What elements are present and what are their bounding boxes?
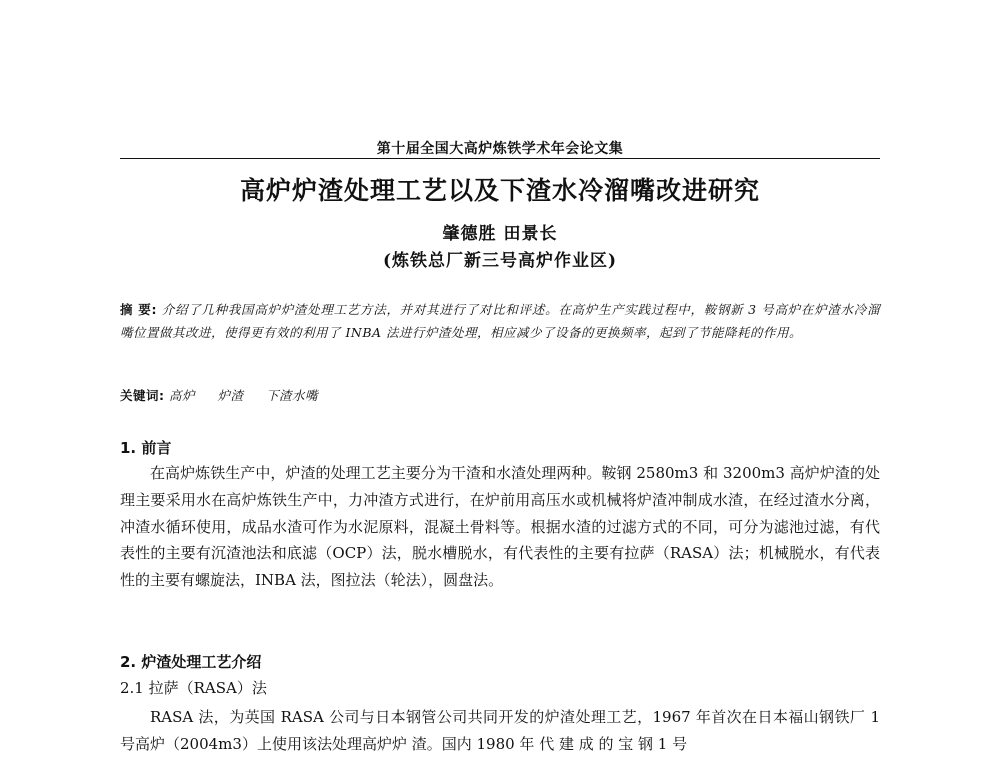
authors: 肇德胜 田景长 <box>442 224 558 244</box>
section-heading-slag-processing: 2. 炉渣处理工艺介绍 <box>120 653 262 671</box>
running-header: 第十届全国大高炉炼铁学术年会论文集 <box>376 141 624 157</box>
subsection-heading-rasa: 2.1 拉萨（RASA）法 <box>120 679 267 697</box>
header-rule <box>120 158 880 159</box>
keyword-item: 炉渣 <box>217 388 244 403</box>
keywords-label: 关键词: <box>120 388 165 403</box>
paper-title: 高炉炉渣处理工艺以及下渣水冷溜嘴改进研究 <box>239 176 760 205</box>
abstract <box>120 298 880 344</box>
rasa-paragraph: RASA 法，为英国 RASA 公司与日本钢管公司共同开发的炉渣处理工艺，1967 年首次在日本福山钢铁厂 1 号高炉（2004m3）上使用该法处理高炉炉 渣。国内 1980 年 代 建 成 的 宝 钢 1 号 <box>120 708 880 753</box>
keyword-item: 下渣水嘴 <box>265 388 318 403</box>
abstract-text: 介绍了几种我国高炉炉渣处理工艺方法，并对其进行了对比和评述。在高炉生产实践过程中，鞍钢新 3 号高炉在炉渣水冷溜嘴位置做其改进，使得更有效的利用了 INBA 法进行炉渣处理，相应减少了设备的更换频率，起到了节能降耗的作用。 <box>120 302 880 340</box>
keyword-item: 高炉 <box>168 388 195 403</box>
affiliation: (炼铁总厂新三号高炉作业区) <box>382 251 618 271</box>
abstract-label: 摘 要: <box>120 302 158 317</box>
introduction-paragraph: 在高炉炼铁生产中，炉渣的处理工艺主要分为干渣和水渣处理两种。鞍钢 2580m3 和 3200m3 高炉炉渣的处理主要采用水在高炉炼铁生产中，力冲渣方式进行，在炉前用高压水或机械将炉渣冲制成水渣，在经过渣水分离，冲渣水循环使用，成品水渣可作为水泥原料，混凝土骨料等。根据水渣的过滤方式的不同，可分为滤池过滤，有代表性的主要有沉渣池法和底滤（OCP）法，脱水槽脱水，有代表性的主要有拉萨（RASA）法；机械脱水，有代表性的主要有螺旋法，INBA 法，图拉法（轮法），圆盘法。 <box>120 464 880 590</box>
section-heading-introduction: 1. 前言 <box>120 439 172 457</box>
keywords <box>120 386 880 404</box>
